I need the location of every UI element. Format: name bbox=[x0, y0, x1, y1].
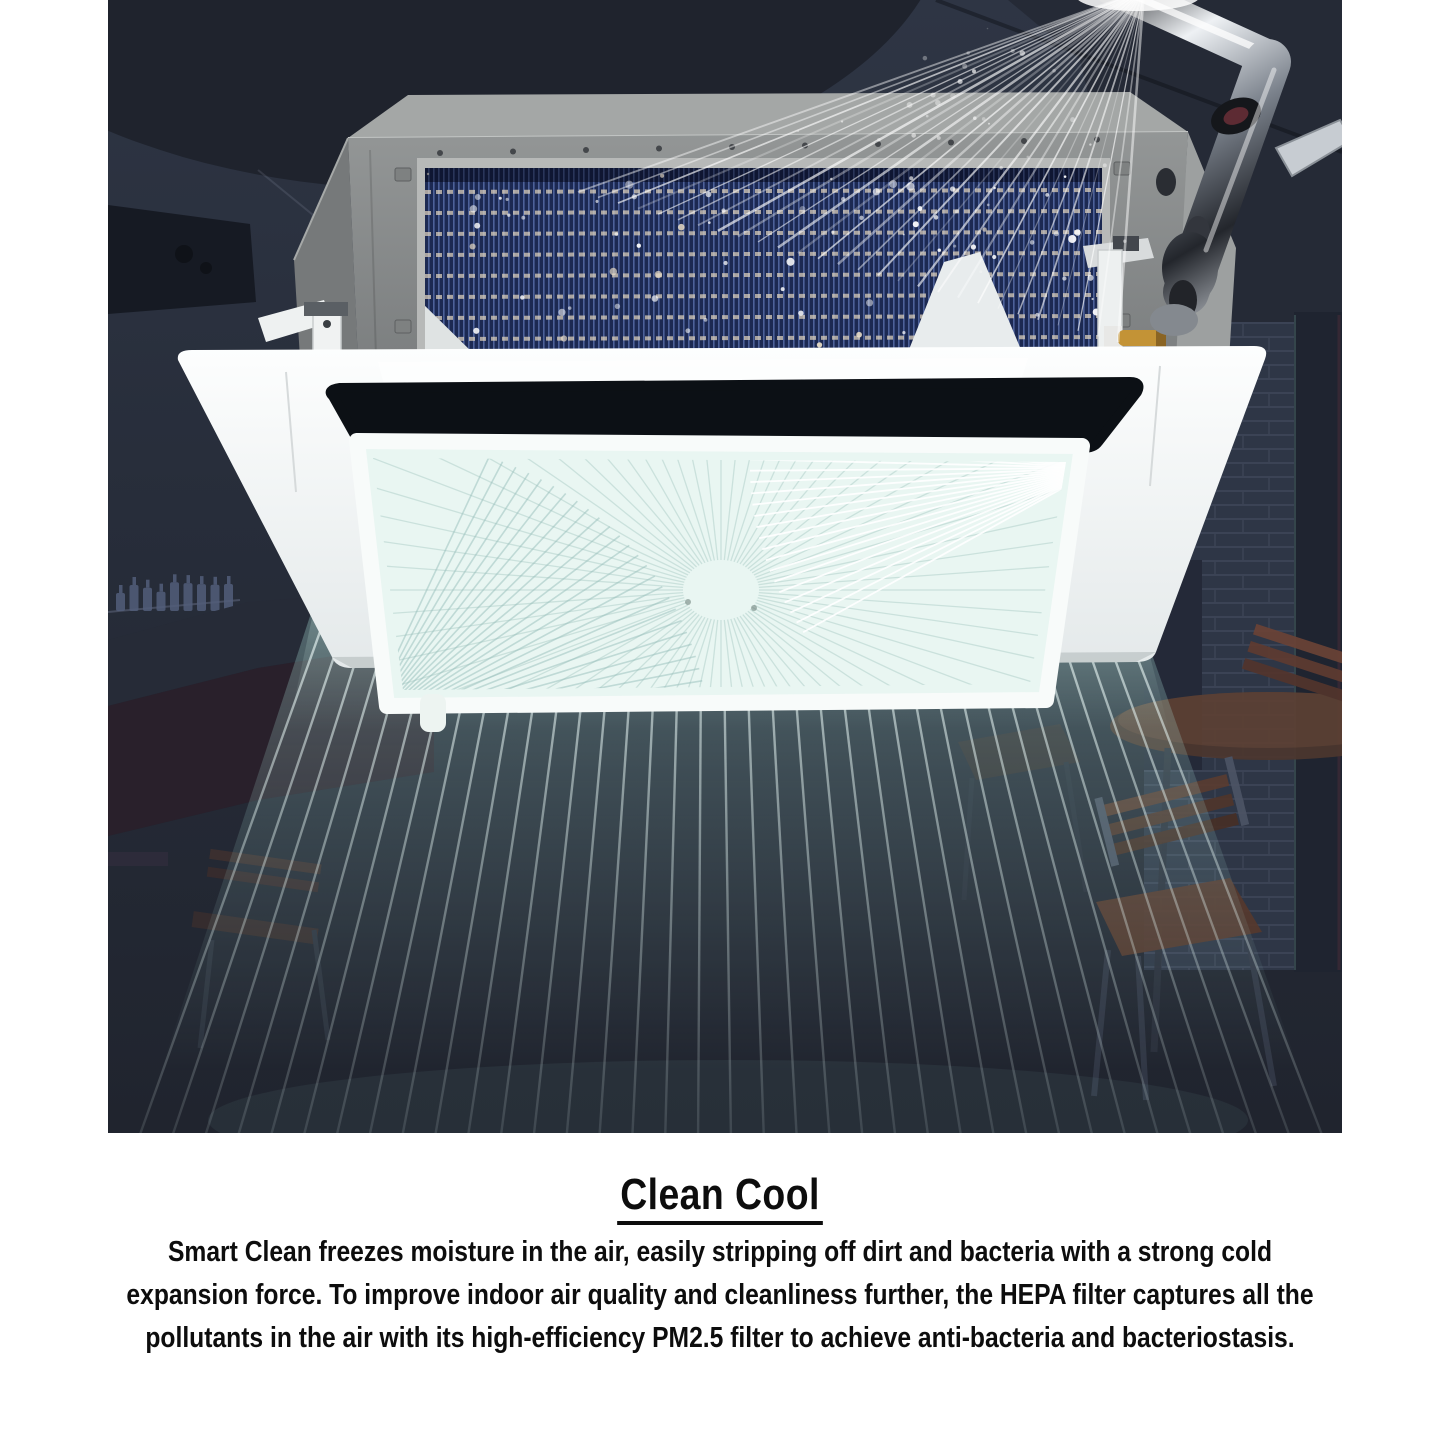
evaporator-coil bbox=[395, 158, 1130, 358]
description-line: Smart Clean freezes moisture in the air, easily stripping off dirt and bacteria with a strong cold bbox=[167, 1236, 1273, 1269]
hero-illustration bbox=[108, 0, 1342, 1133]
bottle-silhouettes bbox=[116, 574, 233, 611]
product-hero-image bbox=[108, 0, 1342, 1133]
grille-foot-tab bbox=[420, 694, 446, 732]
section-title: Clean Cool bbox=[617, 1171, 823, 1225]
caption bbox=[0, 1133, 1440, 1360]
section-description bbox=[108, 1231, 1332, 1360]
description-line: expansion force. To improve indoor air quality and cleanliness further, the HEPA filter captures all the bbox=[126, 1279, 1314, 1312]
description-line: pollutants in the air with its high-efficiency PM2.5 filter to achieve anti-bacteria and bacteriostasis. bbox=[145, 1322, 1295, 1355]
